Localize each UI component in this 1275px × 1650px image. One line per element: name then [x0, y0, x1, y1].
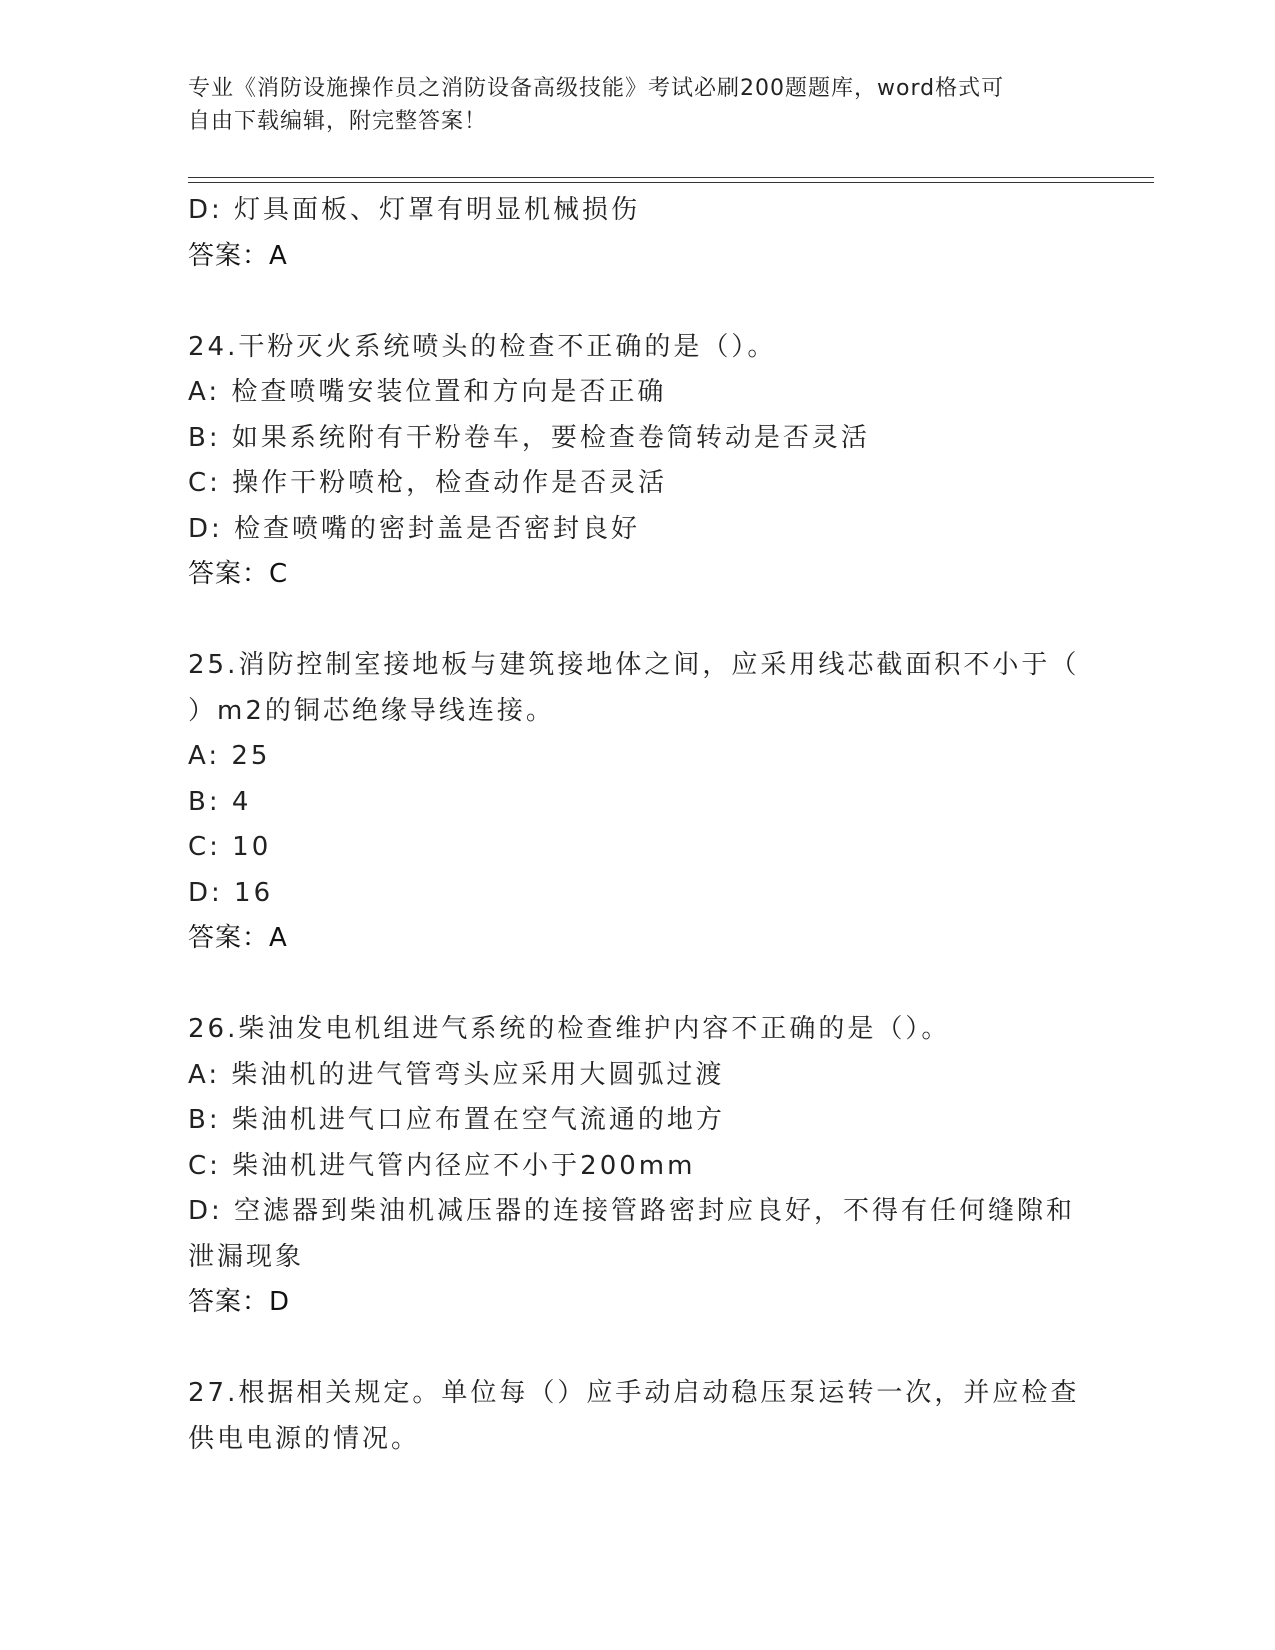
- answer-line: 答案：D: [188, 1287, 291, 1317]
- option-b: B: 如果系统附有干粉卷车，要检查卷筒转动是否灵活: [188, 422, 870, 453]
- question-27: [188, 1371, 1078, 1462]
- question-stem-cont: 供电电源的情况。: [188, 1423, 421, 1454]
- spacer: [188, 279, 1078, 325]
- answer-line: 答案：A: [188, 923, 288, 953]
- question-stem: 27.根据相关规定。单位每（）应手动启动稳压泵运转一次，并应检查: [188, 1378, 1080, 1408]
- option-c: C: 柴油机进气管内径应不小于200mm: [188, 1150, 696, 1181]
- header-line-2: 自由下载编辑，附完整答案！: [188, 109, 488, 134]
- spacer: [188, 962, 1078, 1008]
- spacer: [188, 1326, 1078, 1372]
- question-prev: [188, 188, 1078, 279]
- option-a: A: 检查喷嘴安装位置和方向是否正确: [188, 377, 667, 407]
- spacer: [188, 598, 1078, 644]
- question-25: [188, 643, 1078, 962]
- header-divider-top: [188, 177, 1154, 178]
- answer-line: 答案：C: [188, 559, 289, 589]
- option-a: A: 柴油机的进气管弯头应采用大圆弧过渡: [188, 1059, 725, 1090]
- option-d: D: 空滤器到柴油机减压器的连接管路密封应良好，不得有任何缝隙和: [188, 1196, 1076, 1226]
- question-stem: 26.柴油发电机组进气系统的检查维护内容不正确的是（）。: [188, 1014, 951, 1044]
- option-d-cont: 泄漏现象: [188, 1241, 305, 1272]
- option-c: C: 10: [188, 832, 272, 862]
- option-b: B: 柴油机进气口应布置在空气流通的地方: [188, 1105, 725, 1135]
- question-26: [188, 1007, 1078, 1326]
- option-b: B: 4: [188, 786, 252, 817]
- question-list: [188, 188, 1078, 1462]
- question-stem-cont: ）m2的铜芯绝缘导线连接。: [188, 695, 555, 726]
- question-stem: 25.消防控制室接地板与建筑接地体之间，应采用线芯截面积不小于（: [188, 650, 1080, 680]
- header-divider-bottom: [188, 182, 1154, 183]
- question-24: [188, 325, 1078, 598]
- option-a: A: 25: [188, 741, 271, 771]
- option-d: D: 检查喷嘴的密封盖是否密封良好: [188, 513, 641, 544]
- option-d: D: 16: [188, 877, 274, 908]
- header-line-1: 专业《消防设施操作员之消防设备高级技能》考试必刷200题题库，word格式可: [188, 76, 1005, 101]
- option-d: D: 灯具面板、灯罩有明显机械损伤: [188, 195, 641, 225]
- question-stem: 24.干粉灭火系统喷头的检查不正确的是（）。: [188, 331, 777, 362]
- document-header: [188, 72, 1068, 138]
- option-c: C: 操作干粉喷枪，检查动作是否灵活: [188, 468, 668, 498]
- answer-line: 答案：A: [188, 240, 288, 271]
